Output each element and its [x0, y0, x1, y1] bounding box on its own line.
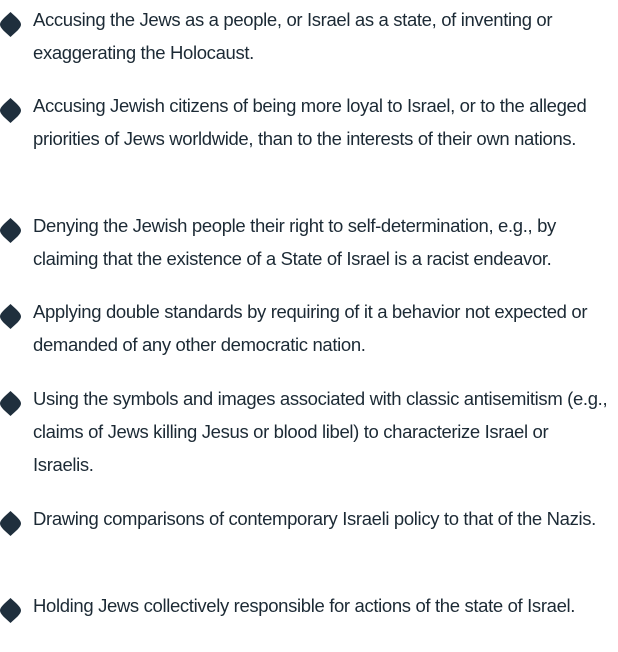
diamond-bullet-icon [0, 304, 21, 329]
diamond-bullet-icon [0, 511, 21, 536]
diamond-bullet-icon [0, 218, 21, 243]
list-item-text: Applying double standards by requiring of it a behavior not expected or demanded of any other democratic nation. [33, 301, 588, 355]
list-item-text: Accusing the Jews as a people, or Israel as a state, of inventing or exaggerating the Holocaust. [33, 9, 553, 63]
list-item-text: Using the symbols and images associated with classic antisemitism (e.g., claims of Jews killing Jesus or blood libel) to characterize Israel or Israelis. [33, 388, 608, 475]
list-item-text: Drawing comparisons of contemporary Israeli policy to that of the Nazis. [33, 508, 596, 529]
diamond-bullet-icon [0, 598, 21, 623]
list-item-text: Holding Jews collectively responsible for actions of the state of Israel. [33, 595, 576, 616]
diamond-bullet-icon [0, 98, 21, 123]
diamond-bullet-icon [0, 391, 21, 416]
list-item-text: Denying the Jewish people their right to self-determination, e.g., by claiming that the existence of a State of Israel is a racist endeavor. [33, 215, 556, 269]
diamond-bullet-icon [0, 12, 21, 37]
list-item-text: Accusing Jewish citizens of being more loyal to Israel, or to the alleged priorities of Jews worldwide, than to the interests of their own nations. [33, 95, 587, 149]
